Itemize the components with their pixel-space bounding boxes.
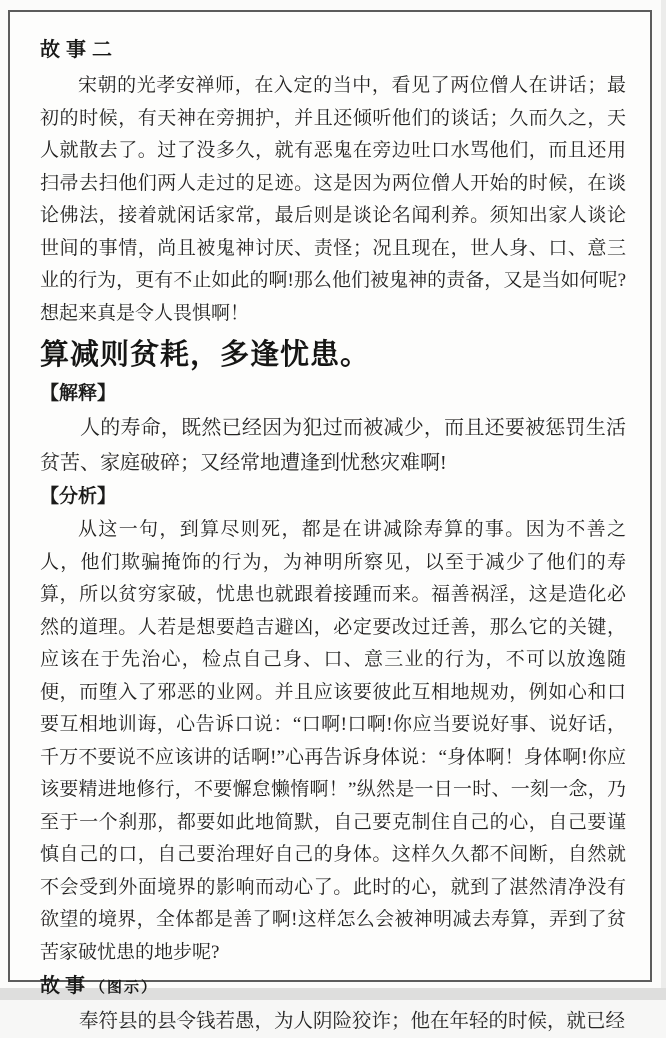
story-paragraph: 奉符县的县令钱若愚，为人阴险狡诈；他在年轻的时候，就已经 [79, 1011, 626, 1032]
explanation-paragraph: 人的寿命，既然已经因为犯过而被减少，而且还要被惩罚生活贫苦、家庭破碎；又经常地遭逢到忧愁灾难啊! [40, 417, 626, 474]
page-border-frame [8, 10, 652, 1032]
page-content [10, 12, 650, 1038]
chapter-title: 算减则贫耗，多逢忧患。 [40, 339, 371, 371]
analysis-label: 【分析】 [40, 486, 117, 507]
story-two-heading: 故事二 [40, 39, 118, 61]
story-two-paragraph: 宋朝的光孝安禅师，在入定的当中，看见了两位僧人在讲话；最初的时候，有天神在旁拥护，并且还倾听他们的谈话；久而久之，天人就散去了。过了没多久，就有恶鬼在旁边吐口水骂他们，而且还用扫帚去扫他们两人走过的足迹。这是因为两位僧人开始的时候，在谈论佛法，接着就闲话家常，最后则是谈论名闻利养。须知出家人谈论世间的事情，尚且被鬼神讨厌、责怪；况且现在，世人身、口、意三业的行为，更有不止如此的啊!那么他们被鬼神的责备，又是当如何呢?想起来真是令人畏惧啊！ [40, 75, 626, 324]
story-heading-illustrated-suffix: （图示） [90, 979, 159, 996]
story-heading-text: 故事 [40, 975, 90, 997]
scan-edge-right [661, 0, 666, 1000]
story-illustrated-heading [40, 971, 626, 1003]
analysis-paragraph: 从这一句，到算尽则死，都是在讲减除寿算的事。因为不善之人，他们欺骗掩饰的行为，为神明所察见，以至于减少了他们的寿算，所以贫穷家破，忧患也就跟着接踵而来。福善祸淫，这是造化必然的道理。人若是想要趋吉避凶，必定要改过迁善，那么它的关键，应该在于先治心，检点自己身、口、意三业的行为，不可以放逸随便，而堕入了邪恶的业网。并且应该要彼此互相地规劝，例如心和口要互相地训诲，心告诉口说：“口啊!口啊!你应当要说好事、说好话，千万不要说不应该讲的话啊!”心再告诉身体说：“身体啊！身体啊!你应该要精进地修行，不要懈怠懒惰啊！”纵然是一日一时、一刻一念，乃至于一个刹那，都要如此地简默，自己要克制住自己的心，自己要谨慎自己的口，自己要治理好自己的身体。这样久久都不间断，自然就不会受到外面境界的影响而动心了。此时的心，就到了湛然清净没有欲望的境界，全体都是善了啊!这样怎么会被神明减去寿算，弄到了贫苦家破忧患的地步呢? [40, 519, 626, 963]
explanation-label: 【解释】 [40, 383, 117, 404]
